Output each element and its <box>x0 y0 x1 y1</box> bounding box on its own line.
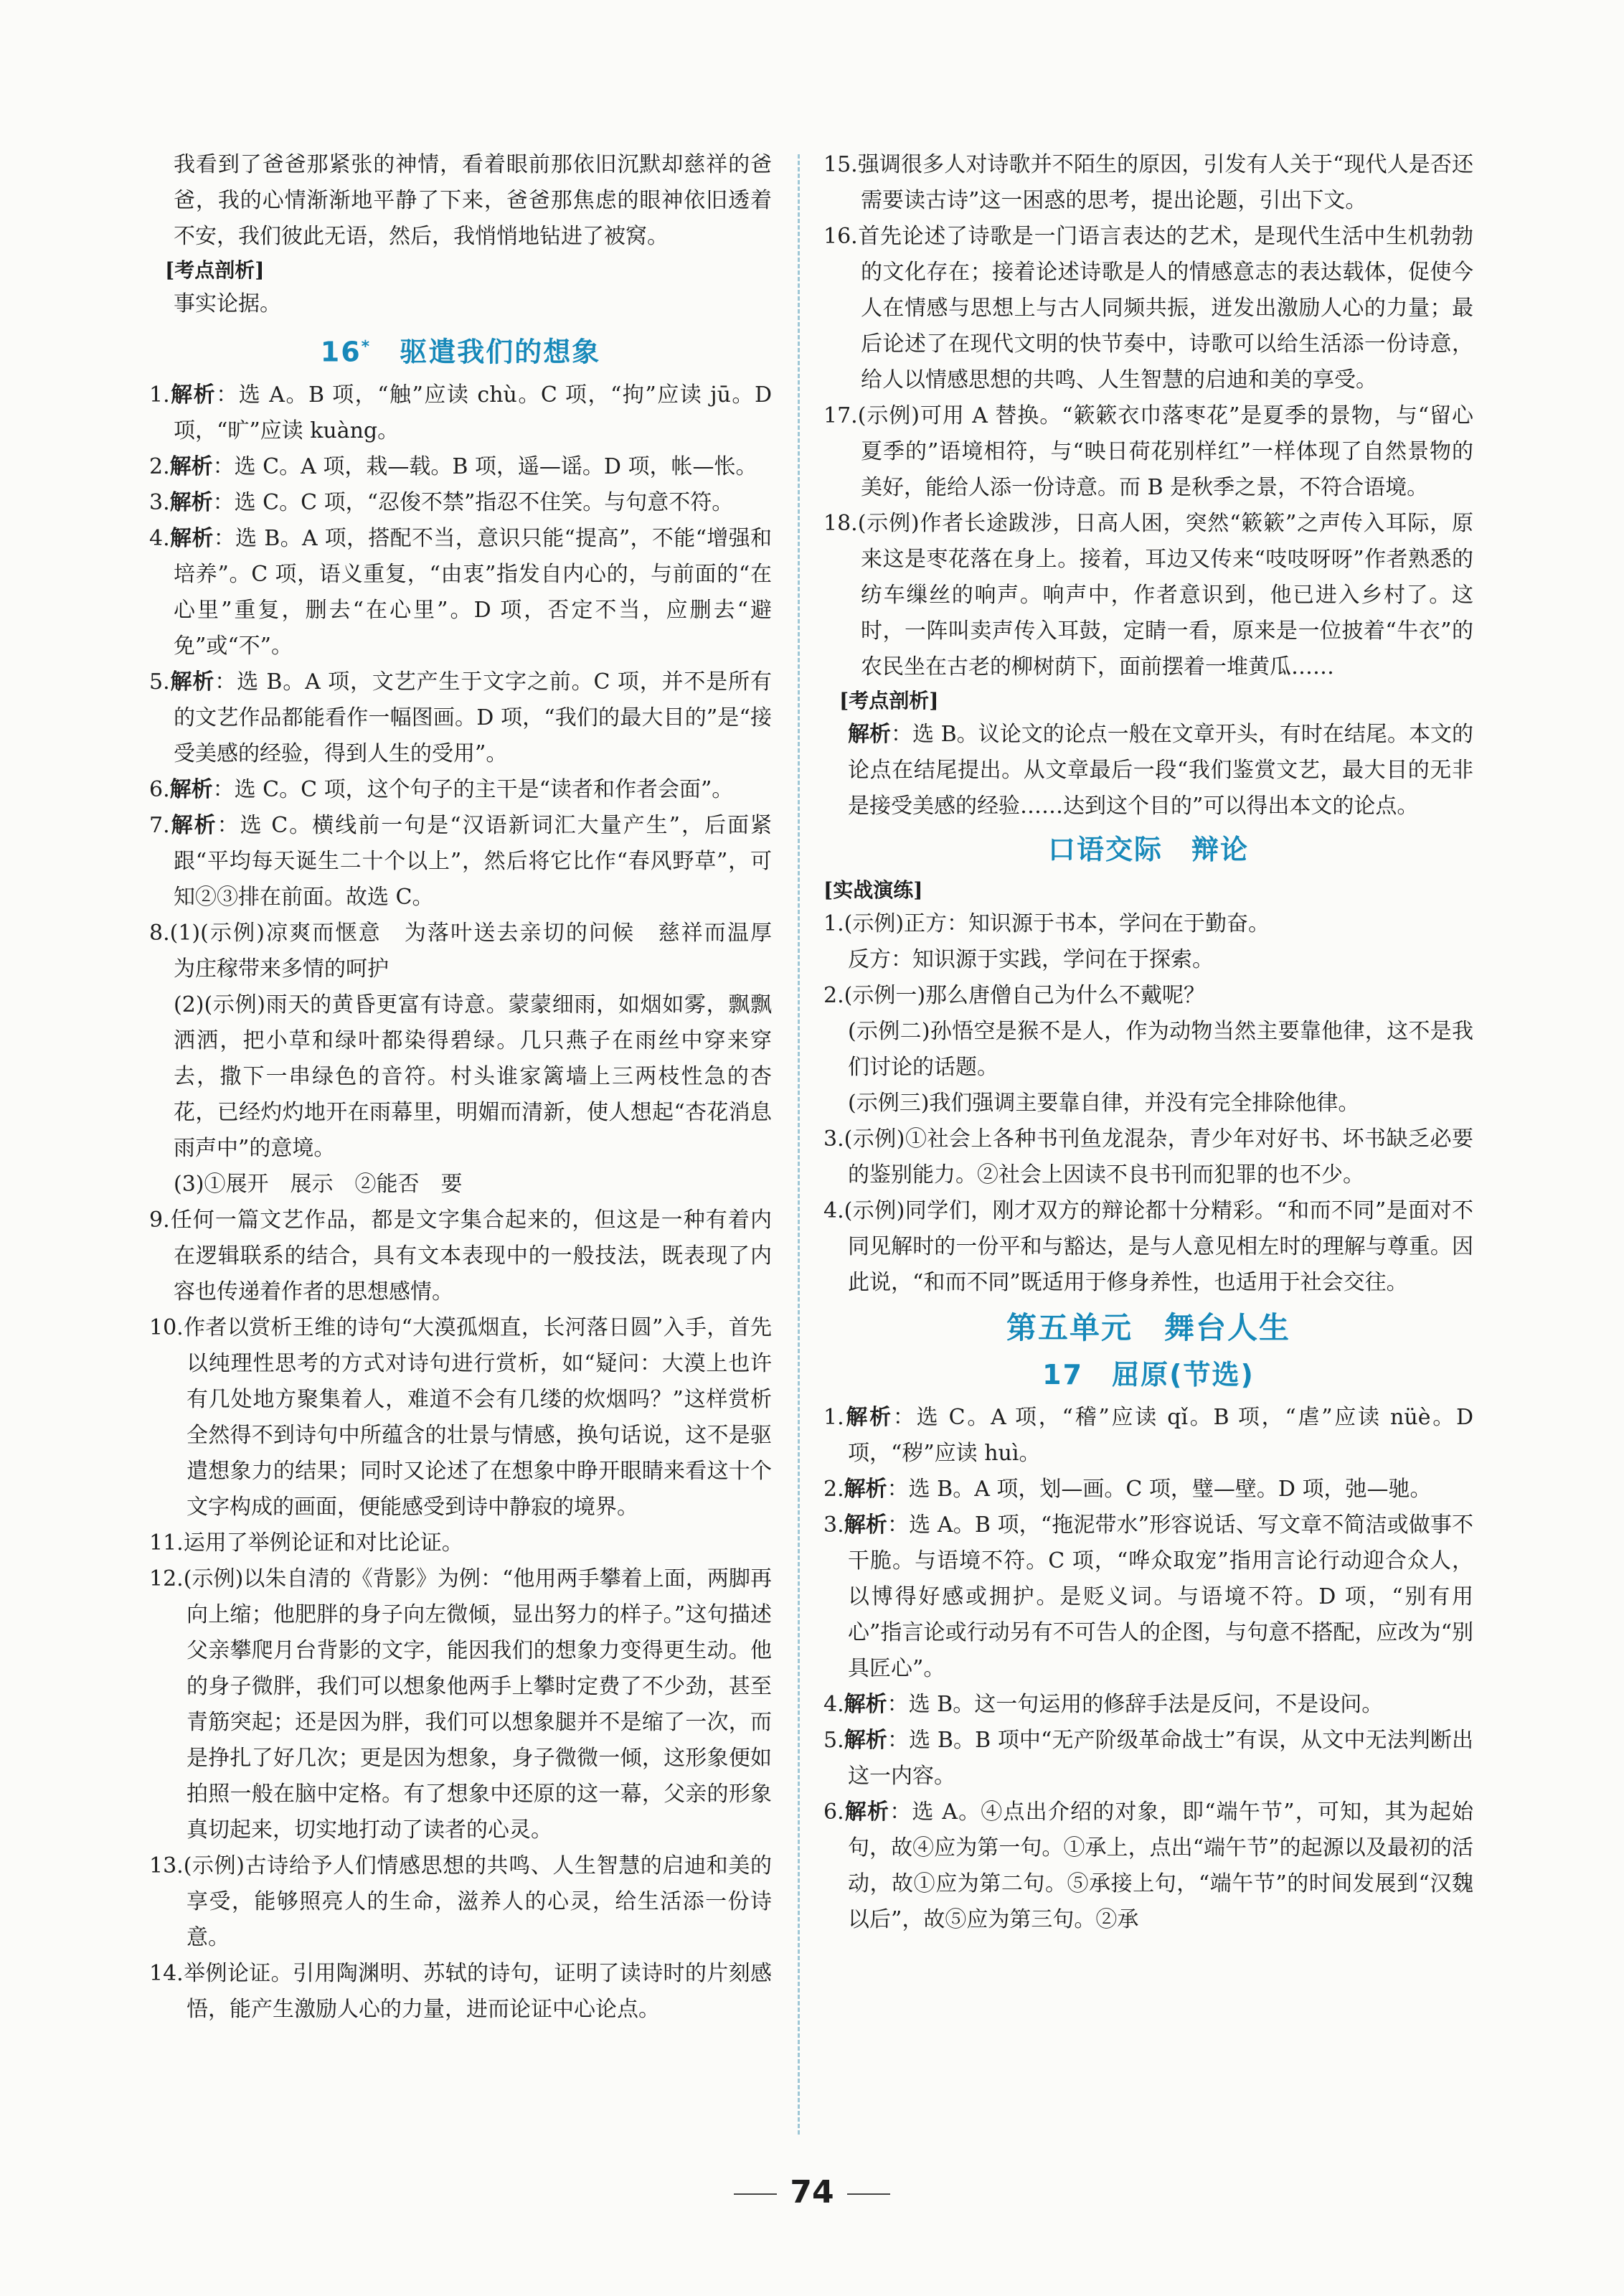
answer-item: 10.作者以赏析王维的诗句“大漠孤烟直，长河落日圆”入手，首先以纯理性思考的方式对诗句进行赏析，如“疑问：大漠上也许有几处地方聚集着人，难道不会有几缕的炊烟吗？”这样赏析全然得不到诗句中所蕴含的壮景与情感，换句话说，这不是驱遣想象力的结果；同时又论述了在想象中睁开眼睛来看这十个文字构成的画面，便能感受到诗中静寂的境界。 <box>149 1314 772 1520</box>
answer-item: (示例二)孙悟空是猴不是人，作为动物当然主要靠他律，这不是我们讨论的话题。 <box>848 1019 1473 1080</box>
practice-tag: [实战演练] <box>823 878 923 902</box>
optional-star: * <box>361 338 372 356</box>
answer-item: 17.(示例)可用 A 替换。“簌簌衣巾落枣花”是夏季的景物，与“留心夏季的”语境相符，与“映日荷花别样红”一样体现了自然景物的美好，能给人添一份诗意。而 B 是秋季之景，不符合语境。 <box>823 403 1473 500</box>
answer-item: 14.举例论证。引用陶渊明、苏轼的诗句，证明了读诗时的片刻感悟，能产生激励人心的力量，进而论证中心论点。 <box>149 1960 772 2022</box>
lesson-title: 驱遣我们的想象 <box>400 336 601 368</box>
answer-item: (示例三)我们强调主要靠自律，并没有完全排除他律。 <box>848 1091 1360 1116</box>
left-column <box>149 147 793 2028</box>
answer-item: 2.解析：选 C。A 项，栽—载。B 项，遥—谣。D 项，帐—怅。 <box>149 453 757 479</box>
answer-item: 16.首先论述了诗歌是一门语言表达的艺术，是现代生活中生机勃勃的文化存在；接着论述诗歌是人的情感意志的表达载体，促使今人在情感与思想上与古人同频共振，迸发出激励人心的力量；最后论述了在现代文明的快节奏中，诗歌可以给生活添一份诗意，给人以情感思想的共鸣、人生智慧的启迪和美的享受。 <box>823 224 1473 392</box>
lesson-title: 屈原(节选) <box>1112 1359 1255 1391</box>
answer-item: 9.任何一篇文艺作品，都是文字集合起来的，但这是一种有着内在逻辑联系的结合，具有文本表现中的一般技法，既表现了内容也传递着作者的思想感情。 <box>149 1207 772 1304</box>
answer-item: 5.解析：选 B。B 项中“无产阶级革命战士”有误，从文中无法判断出这一内容。 <box>823 1728 1473 1789</box>
answer-item: 7.解析：选 C。横线前一句是“汉语新词汇大量产生”，后面紧跟“平均每天诞生二十个以上”，然后将它比作“春风野草”，可知②③排在前面。故选 C。 <box>149 812 773 910</box>
answer-item: 反方：知识源于实践，学问在于探索。 <box>848 947 1214 972</box>
answer-item: 4.解析：选 B。A 项，搭配不当，意识只能“提高”，不能“增强和培养”。C 项，语义重复，“由衷”指发自内心的，与前面的“在心里”重复，删去“在心里”。D 项，否定不当，应删去“避免”或“不”。 <box>149 525 773 659</box>
answer-item: 2.解析：选 B。A 项，划—画。C 项，璧—壁。D 项，弛—驰。 <box>823 1477 1432 1502</box>
answer-item: 4.解析：选 B。这一句运用的修辞手法是反问，不是设问。 <box>823 1692 1384 1717</box>
answer-item: 6.解析：选 C。C 项，这个句子的主干是“读者和作者会面”。 <box>149 776 734 802</box>
answer-item: 1.(示例)正方：知识源于书本，学问在于勤奋。 <box>823 911 1270 936</box>
answer-item: 3.解析：选 A。B 项，“拖泥带水”形容说话、写文章不简洁或做事不干脆。与语境不符。C 项，“哗众取宠”指用言论行动迎合众人，以博得好感或拥护。是贬义词。与语境不符。D 项，“别有用心”指言论或行动另有不可告人的企图，与句意不搭配，应改为“别具匠心”。 <box>823 1512 1474 1681</box>
lesson-number: 16 <box>320 336 362 368</box>
answer-item: 4.(示例)同学们，刚才双方的辩论都十分精彩。“和而不同”是面对不同见解时的一份平和与豁达，是与人意见相左时的理解与尊重。因此说，“和而不同”既适用于修身养性，也适用于社会交往。 <box>823 1198 1473 1295</box>
page-number: 74 <box>0 2174 1624 2211</box>
answer-item: (3)①展开 展示 ②能否 要 <box>174 1171 463 1197</box>
answer-item: 3.解析：选 C。C 项，“忍俊不禁”指忍不住笑。与句意不符。 <box>149 489 734 515</box>
lesson-17-heading <box>823 1354 1473 1396</box>
answer-item: 13.(示例)古诗给予人们情感思想的共鸣、人生智慧的启迪和美的享受，能够照亮人的生命，滋养人的心灵，给生活添一份诗意。 <box>149 1853 772 1950</box>
answer-item: 8.(1)(示例)凉爽而惬意 为落叶送去亲切的问候 慈祥而温厚 为庄稼带来多情的呵护 <box>149 920 793 982</box>
answer-item: (2)(示例)雨天的黄昏更富有诗意。蒙蒙细雨，如烟如雾，飘飘洒洒，把小草和绿叶都染得碧绿。几只燕子在雨丝中穿来穿去，撒下一串绿色的音符。村头谁家篱墙上三两枝性急的杏花，已经灼灼地开在雨幕里，明媚而清新，使人想起“杏花消息雨声中”的意境。 <box>174 992 772 1161</box>
answer-item: 1.解析：选 C。A 项，“稽”应读 qǐ。B 项，“虐”应读 nüè。D 项，“秽”应读 huì。 <box>823 1405 1473 1466</box>
analysis-tag: [考点剖析] <box>165 258 265 282</box>
answer-item: 3.(示例)①社会上各种书刊鱼龙混杂，青少年对好书、坏书缺乏必要的鉴别能力。②社会上因读不良书刊而犯罪的也不少。 <box>823 1126 1473 1187</box>
right-column <box>823 147 1473 1938</box>
intro-paragraph: 我看到了爸爸那紧张的神情，看着眼前那依旧沉默却慈祥的爸爸，我的心情渐渐地平静了下来，爸爸那焦虑的眼神依旧透着不安，我们彼此无语，然后，我悄悄地钻进了被窝。 <box>174 152 772 249</box>
column-divider <box>798 154 800 2135</box>
analysis-text: 解析：选 B。议论文的论点一般在文章开头，有时在结尾。本文的论点在结尾提出。从文章最后一段“我们鉴赏文艺，最大目的无非是接受美感的经验……达到这个目的”可以得出本文的论点。 <box>848 722 1473 819</box>
lesson-16-heading <box>149 326 772 373</box>
answer-item: 15.强调很多人对诗歌并不陌生的原因，引发有人关于“现代人是否还需要读古诗”这一困惑的思考，提出论题，引出下文。 <box>823 152 1473 213</box>
answer-item: 6.解析：选 A。④点出介绍的对象，即“端午节”，可知，其为起始句，故④应为第一句。①承上，点出“端午节”的起源以及最初的活动，故①应为第二句。⑤承接上句，“端午节”的时间发展到“汉魏以后”，故⑤应为第三句。②承 <box>823 1799 1474 1932</box>
answer-item: 11.运用了举例论证和对比论证。 <box>149 1530 463 1556</box>
answer-item: 1.解析：选 A。B 项，“触”应读 chù。C 项，“拘”应读 jū。D 项，“旷”应读 kuàng。 <box>149 382 772 443</box>
analysis-text: 事实论据。 <box>174 291 281 316</box>
unit-5-heading: 第五单元 舞台人生 <box>1006 1310 1290 1345</box>
lesson-number: 17 <box>1042 1359 1084 1391</box>
answer-item: 2.(示例一)那么唐僧自己为什么不戴呢？ <box>823 983 1206 1008</box>
oral-communication-heading: 口语交际 辩论 <box>1047 834 1249 865</box>
answer-item: 5.解析：选 B。A 项，文艺产生于文字之前。C 项，并不是所有的文艺作品都能看作一幅图画。D 项，“我们的最大目的”是“接受美感的经验，得到人生的受用”。 <box>149 669 773 766</box>
answer-item: 12.(示例)以朱自清的《背影》为例：“他用两手攀着上面，两脚再向上缩；他肥胖的身子向左微倾，显出努力的样子。”这句描述父亲攀爬月台背影的文字，能因我们的想象力变得更生动。他的身子微胖，我们可以想象他两手上攀时定费了不少劲，甚至青筋突起；还是因为胖，我们可以想象腿并不是缩了一次，而是挣扎了好几次；更是因为想象，身子微微一倾，这形象便如拍照一般在脑中定格。有了想象中还原的这一幕，父亲的形象真切起来，切实地打动了读者的心灵。 <box>149 1566 772 1843</box>
answer-item: 18.(示例)作者长途跋涉，日高人困，突然“簌簌”之声传入耳际，原来这是枣花落在身上。接着，耳边又传来“吱吱呀呀”作者熟悉的纺车缫丝的响声。响声中，作者意识到，他已进入乡村了。这时，一阵叫卖声传入耳鼓，定睛一看，原来是一位披着“牛衣”的农民坐在古老的柳树荫下，面前摆着一堆黄瓜…… <box>823 511 1473 679</box>
analysis-tag: [考点剖析] <box>839 689 939 712</box>
